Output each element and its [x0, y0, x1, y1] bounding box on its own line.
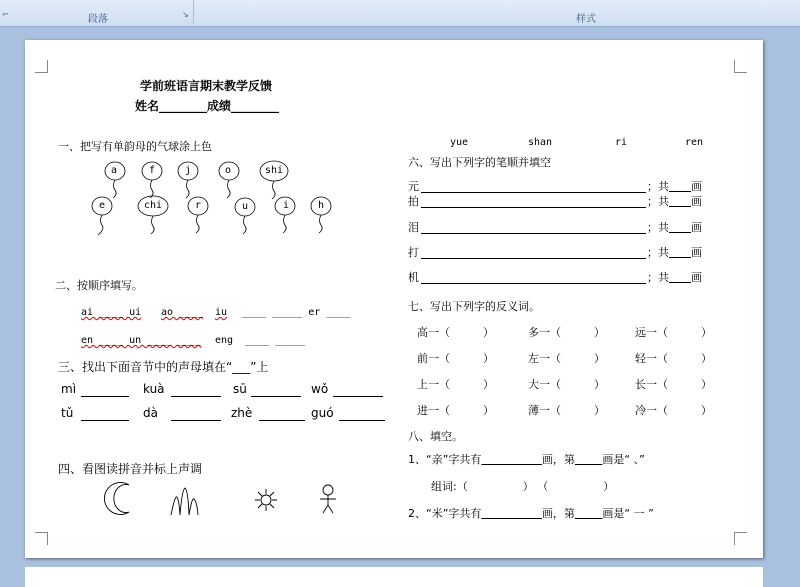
balloon-label: f [149, 165, 156, 176]
answer-blank[interactable] [81, 396, 129, 397]
q6-char: 机 [408, 271, 419, 284]
answer-blank[interactable] [421, 192, 646, 193]
answer-blank[interactable] [421, 207, 646, 208]
q8-words: 组词:（ ） （ ） [431, 480, 615, 493]
balloon-label: shi [265, 165, 284, 176]
answer-blank[interactable] [339, 420, 385, 421]
balloon-label: u [242, 201, 249, 212]
balloon-group [25, 40, 405, 250]
balloon-label: o [225, 165, 232, 176]
document-page[interactable] [25, 40, 763, 558]
question-3: 三、找出下面音节中的声母填在“___”上 [58, 360, 269, 374]
answer-blank[interactable] [81, 420, 129, 421]
answer-blank[interactable] [171, 396, 221, 397]
q2-item: ____ _____ [245, 335, 306, 346]
answer-blank[interactable] [333, 396, 383, 397]
q6-char: 拍 [408, 195, 419, 208]
question-1: 一、把写有单韵母的气球涂上色 [58, 140, 212, 153]
q3-syllable: guó [311, 406, 334, 420]
mountain-icon [171, 488, 198, 515]
antonym-item: 左一（ ） [528, 352, 605, 365]
balloon [92, 161, 331, 235]
q2-item: en ____ un ____ ____ [81, 335, 202, 346]
crop-mark [734, 532, 747, 545]
q6-suffix: ；共 画 [647, 246, 702, 259]
q2-item: ai ____ ui [81, 307, 142, 318]
balloon-label: j [185, 165, 192, 176]
person-icon [320, 485, 336, 513]
q2-item: ____ _____ er ____ [242, 307, 351, 318]
q6-suffix: ；共 画 [647, 221, 702, 234]
q3-syllable: mì [61, 382, 77, 396]
answer-blank[interactable] [421, 283, 646, 284]
answer-blank[interactable] [251, 396, 301, 397]
question-2: 二、按顺序填写。 [55, 279, 143, 292]
antonym-item: 上一（ ） [417, 378, 494, 391]
dialog-launcher-icon[interactable]: ↘ [182, 10, 189, 19]
crop-mark [35, 532, 48, 545]
question-8: 八、填空。 [408, 430, 463, 443]
ribbon-group-paragraph [0, 0, 194, 25]
q3-syllable: sū [233, 382, 247, 396]
q6-suffix: ；共 画 [647, 271, 702, 284]
antonym-item: 轻一（ ） [635, 352, 712, 365]
name-score-line: 姓名________成绩________ [135, 99, 280, 113]
q3-syllable: tǔ [61, 406, 74, 420]
crop-mark [734, 60, 747, 73]
antonym-item: 进一（ ） [417, 404, 494, 417]
balloon-label: e [99, 200, 106, 211]
q3-syllable: kuà [143, 382, 165, 396]
antonym-item: 冷一（ ） [635, 404, 712, 417]
balloon-label: r [195, 200, 202, 211]
ribbon-bar [0, 0, 800, 27]
q6-char: 打 [408, 246, 419, 259]
q3-syllable: dà [143, 406, 158, 420]
answer-blank[interactable] [171, 420, 221, 421]
antonym-item: 高一（ ） [417, 326, 494, 339]
moon-icon [104, 483, 129, 515]
antonym-item: 大一（ ） [528, 378, 605, 391]
antonym-item: 前一（ ） [417, 352, 494, 365]
answer-blank[interactable] [421, 258, 646, 259]
question-6: 六、写出下列字的笔顺并填空 [408, 156, 551, 169]
antonym-item: 远一（ ） [635, 326, 712, 339]
q4-pictures [95, 480, 355, 520]
q6-suffix: ；共 画 [647, 180, 702, 193]
pinyin-label: shan [528, 137, 553, 148]
ribbon-group-label-paragraph: 段落 [88, 14, 108, 25]
q2-item: iu [215, 307, 228, 318]
ribbon-group-styles [194, 0, 800, 25]
balloon-label: a [111, 165, 118, 176]
q6-suffix: ；共 画 [647, 195, 702, 208]
q6-char: 元 [408, 180, 419, 193]
next-page[interactable] [25, 567, 763, 587]
pinyin-label: ri [615, 137, 628, 148]
balloon-label: h [318, 200, 325, 211]
q3-syllable: wǒ [311, 382, 329, 396]
ribbon-group-label-styles: 样式 [576, 14, 596, 25]
answer-blank[interactable] [421, 233, 646, 234]
q8-item-2: 2、“米”字共有 画，第 画是“ 一 ” [408, 507, 654, 520]
q3-syllable: zhè [231, 406, 253, 420]
q8-item-1: 1、“亲”字共有 画，第 画是“ 、” [408, 453, 645, 466]
pinyin-label: ren [685, 137, 704, 148]
q2-item: eng [215, 335, 234, 346]
question-4: 四、看图读拼音并标上声调 [58, 462, 203, 476]
q6-char: 泪 [408, 221, 419, 234]
sun-icon [255, 489, 277, 511]
balloon-label: i [283, 200, 290, 211]
antonym-item: 多一（ ） [528, 326, 605, 339]
antonym-item: 长一（ ） [635, 378, 712, 391]
answer-blank[interactable] [259, 420, 305, 421]
question-7: 七、写出下列字的反义词。 [408, 300, 540, 313]
page-title: 学前班语言期末教学反馈 [140, 79, 273, 93]
balloon-label: chi [144, 200, 163, 211]
antonym-item: 薄一（ ） [528, 404, 605, 417]
q2-item: ao ____ [161, 307, 204, 318]
dialog-launcher-icon[interactable]: ⌐ [2, 10, 9, 19]
pinyin-label: yue [450, 137, 469, 148]
